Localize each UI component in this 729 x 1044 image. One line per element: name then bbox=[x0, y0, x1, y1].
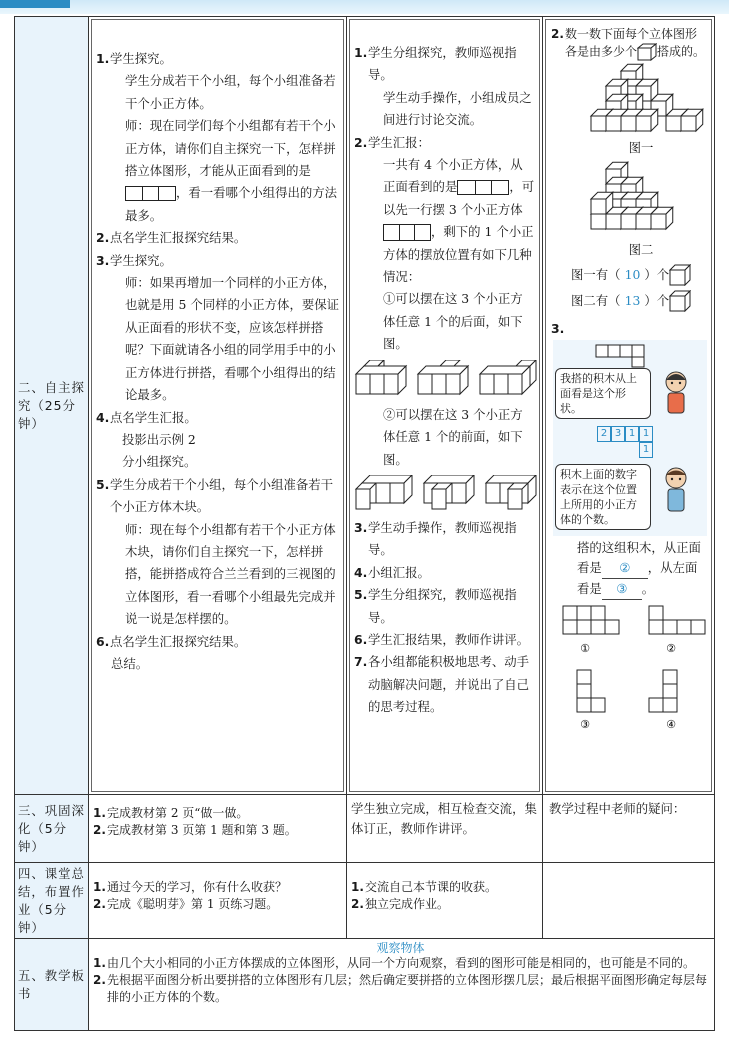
item-text: 学生汇报： bbox=[368, 134, 430, 150]
item-number: 5. bbox=[354, 587, 368, 603]
item-number: 3. bbox=[551, 320, 565, 336]
option-label: ③ bbox=[580, 718, 590, 732]
item-text: 学生分组探究，教师巡视指导。 bbox=[368, 587, 517, 625]
item-number: 2. bbox=[93, 823, 106, 837]
item-number: 1. bbox=[351, 880, 364, 894]
figure-one-cubes bbox=[561, 63, 721, 137]
item-number: 2. bbox=[551, 27, 564, 41]
small-cube-icon bbox=[637, 43, 657, 61]
item-text: 学生汇报结果，教师作讲评。 bbox=[368, 631, 530, 647]
top-decoration-band bbox=[0, 0, 729, 14]
cube-arrangements-behind bbox=[354, 360, 540, 402]
item-number: 1. bbox=[93, 880, 106, 894]
section-label-consolidate: 三、巩固深化（5分钟） bbox=[15, 795, 89, 863]
student-activities-summary bbox=[347, 863, 543, 939]
item-number: 6. bbox=[354, 631, 368, 647]
teacher-activities-explore bbox=[89, 17, 347, 795]
item-text: 先根据平面图分析出要拼搭的立体图形有几层；然后确定要拼搭的立体图形摆几层；最后根据平面图形确定每层每排的小正方体的个数。 bbox=[107, 973, 708, 1004]
item-text: 学生分成若干个小组，每个小组准备若干个小正方体木块。 bbox=[110, 476, 334, 515]
option-label: ④ bbox=[666, 718, 676, 732]
item-number: 6. bbox=[96, 633, 110, 649]
board-title: 观察物体 bbox=[376, 941, 425, 955]
item-text: 完成教材第 2 页“做一做。 bbox=[107, 806, 249, 820]
item-text: 点名学生汇报探究结果。 bbox=[110, 633, 247, 649]
row-summary bbox=[15, 863, 715, 939]
small-cube-icon bbox=[669, 264, 691, 286]
grid-cell: 3 bbox=[611, 426, 625, 442]
numbered-grid bbox=[597, 426, 705, 458]
item-text: 交流自己本节课的收获。 bbox=[365, 880, 498, 894]
item-text: 完成《聪明芽》第 1 页练习题。 bbox=[107, 897, 279, 911]
three-square-front-view bbox=[125, 186, 176, 201]
section-label-explore: 二、自主探究（25分钟） bbox=[15, 17, 89, 795]
item-number: 3. bbox=[354, 519, 368, 535]
item-number: 4. bbox=[354, 564, 368, 580]
paragraph: 师：如果再增加一个同样的小正方体，也就是用 5 个同样的小正方体，要保证从正面看的形状不变，应该怎样拼搭呢？下面就请各小组的同学用手中的小正方体进行拼搭，看哪个小组得出的结论最多。 bbox=[125, 275, 340, 403]
figure-two-cubes bbox=[561, 161, 721, 239]
cube-arrangements-front bbox=[354, 475, 540, 515]
paragraph: 师：现在每个小组都有若干个小正方体木块，请你们自主探究一下，怎样拼搭，能拼搭成符合兰兰看到的三视图的立体图形，看一看哪个小组最先完成并说一说是怎样摆的。 bbox=[125, 521, 336, 627]
item-number: 1. bbox=[93, 806, 106, 820]
paragraph: 总结。 bbox=[111, 655, 149, 671]
lesson-plan-table bbox=[14, 16, 715, 1031]
paragraph: 学生分成若干个小组，每个小组准备若干个小正方体。 bbox=[125, 73, 336, 111]
speech-bubble-numbers: 积木上面的数字表示在这个位置上所用的小正方体的个数。 bbox=[555, 464, 651, 530]
exercise-three-illustration bbox=[553, 340, 707, 536]
item-text: 学生动手操作，教师巡视指导。 bbox=[368, 519, 517, 558]
row-consolidate bbox=[15, 795, 715, 863]
exercises-explore bbox=[543, 17, 715, 795]
item-text: 学生分组探究，教师巡视指导。 bbox=[368, 45, 517, 83]
student-activities-explore bbox=[347, 17, 543, 795]
paragraph: 学生动手操作，小组成员之间进行讨论交流。 bbox=[383, 89, 532, 128]
item-number: 1. bbox=[354, 45, 368, 60]
view-options bbox=[551, 604, 711, 744]
item-text: 学生探究。 bbox=[110, 252, 172, 268]
exercise-three-question: 搭的这组积木，从正面看是 ② ，从左面看是 ③ 。 bbox=[551, 538, 707, 600]
item-number: 1. bbox=[93, 956, 106, 970]
item-number: 2. bbox=[93, 973, 106, 987]
section-label-summary: 四、课堂总结，布置作业（5分钟） bbox=[15, 863, 89, 939]
top-tab bbox=[0, 0, 70, 8]
section-label-board: 五、教学板书 bbox=[15, 939, 89, 1031]
item-number: 5. bbox=[96, 476, 110, 492]
paragraph: 一共有 4 个小正方体，从正面看到的是 ，可以先一行摆 3 个小正方体，剩下的 1 个小正方体的摆放位置有如下几种情况： bbox=[383, 157, 535, 285]
grid-cell: 1 bbox=[625, 426, 639, 442]
child-figure-icon bbox=[657, 368, 695, 420]
answer-figure-one: 图一有（ 10 ）个 bbox=[551, 262, 707, 288]
paragraph: ①可以摆在这 3 个小正方体任意 1 个的后面，如下图。 bbox=[383, 291, 523, 352]
answer-value: 13 bbox=[624, 292, 641, 308]
answer-value: 10 bbox=[624, 266, 641, 282]
figure-one-label: 图一 bbox=[628, 140, 654, 155]
row-explore bbox=[15, 17, 715, 795]
item-number: 4. bbox=[96, 409, 110, 425]
three-square-row bbox=[383, 224, 431, 241]
student-activities-consolidate: 学生独立完成，相互检查交流，集体订正，教师作讲评。 bbox=[347, 795, 543, 863]
small-cube-icon bbox=[669, 290, 691, 312]
item-text: 小组汇报。 bbox=[368, 564, 430, 580]
option-label: ① bbox=[580, 642, 590, 656]
item-number: 2. bbox=[93, 897, 106, 911]
item-text: 点名学生汇报。 bbox=[110, 409, 197, 425]
item-number: 3. bbox=[96, 252, 110, 268]
paragraph: 师：现在同学们每个小组都有若干个小正方体，请你们自主探究一下，怎样拼搭立体图形，才能从正面看到的是，看一看哪个小组得出的方法最多。 bbox=[125, 118, 338, 223]
grid-cell: 1 bbox=[639, 442, 653, 458]
board-writing bbox=[89, 939, 715, 1031]
answer-blank: ② bbox=[602, 558, 648, 579]
teacher-activities-summary bbox=[89, 863, 347, 939]
speech-bubble-top-view: 我搭的积木从上面看是这个形状。 bbox=[555, 368, 651, 419]
item-text: 各小组都能积极地思考、动手动脑解决问题，并说出了自己的思考过程。 bbox=[368, 654, 530, 715]
paragraph: 投影出示例 2 bbox=[122, 431, 196, 447]
item-text: 点名学生汇报探究结果。 bbox=[110, 230, 247, 246]
paragraph: 分小组探究。 bbox=[122, 454, 197, 470]
child-figure-icon bbox=[657, 464, 695, 524]
item-text: 学生探究。 bbox=[110, 51, 172, 66]
item-text: 由几个大小相同的小正方体摆成的立体图形，从同一个方向观察，看到的图形可能是相同的，也可能是不同的。 bbox=[107, 956, 696, 970]
item-number: 7. bbox=[354, 654, 368, 670]
teacher-activities-consolidate bbox=[89, 795, 347, 863]
item-text: 通过今天的学习，你有什么收获？ bbox=[107, 880, 288, 894]
answer-blank: ③ bbox=[602, 579, 642, 600]
item-text: 完成教材第 3 页第 1 题和第 3 题。 bbox=[107, 823, 297, 837]
three-square-front-view bbox=[457, 180, 509, 195]
item-number: 2. bbox=[351, 897, 364, 911]
item-number: 2. bbox=[96, 230, 110, 246]
answer-figure-two: 图二有（ 13 ）个 bbox=[551, 288, 707, 314]
item-number: 2. bbox=[354, 134, 368, 150]
empty-cell bbox=[543, 863, 715, 939]
item-number: 1. bbox=[96, 51, 110, 66]
grid-cell: 2 bbox=[597, 426, 611, 442]
option-label: ② bbox=[666, 642, 676, 656]
row-board bbox=[15, 939, 715, 1031]
figure-two-label: 图二 bbox=[628, 242, 654, 258]
item-text: 数一数下面每个立体图形各是由多少个 搭成的。 bbox=[565, 26, 707, 61]
grid-cell: 1 bbox=[639, 426, 653, 442]
top-view-shape bbox=[595, 344, 729, 368]
paragraph: ②可以摆在这 3 个小正方体任意 1 个的前面，如下图。 bbox=[383, 406, 523, 467]
teacher-notes: 教学过程中老师的疑问： bbox=[543, 795, 715, 863]
item-text: 独立完成作业。 bbox=[365, 897, 450, 911]
